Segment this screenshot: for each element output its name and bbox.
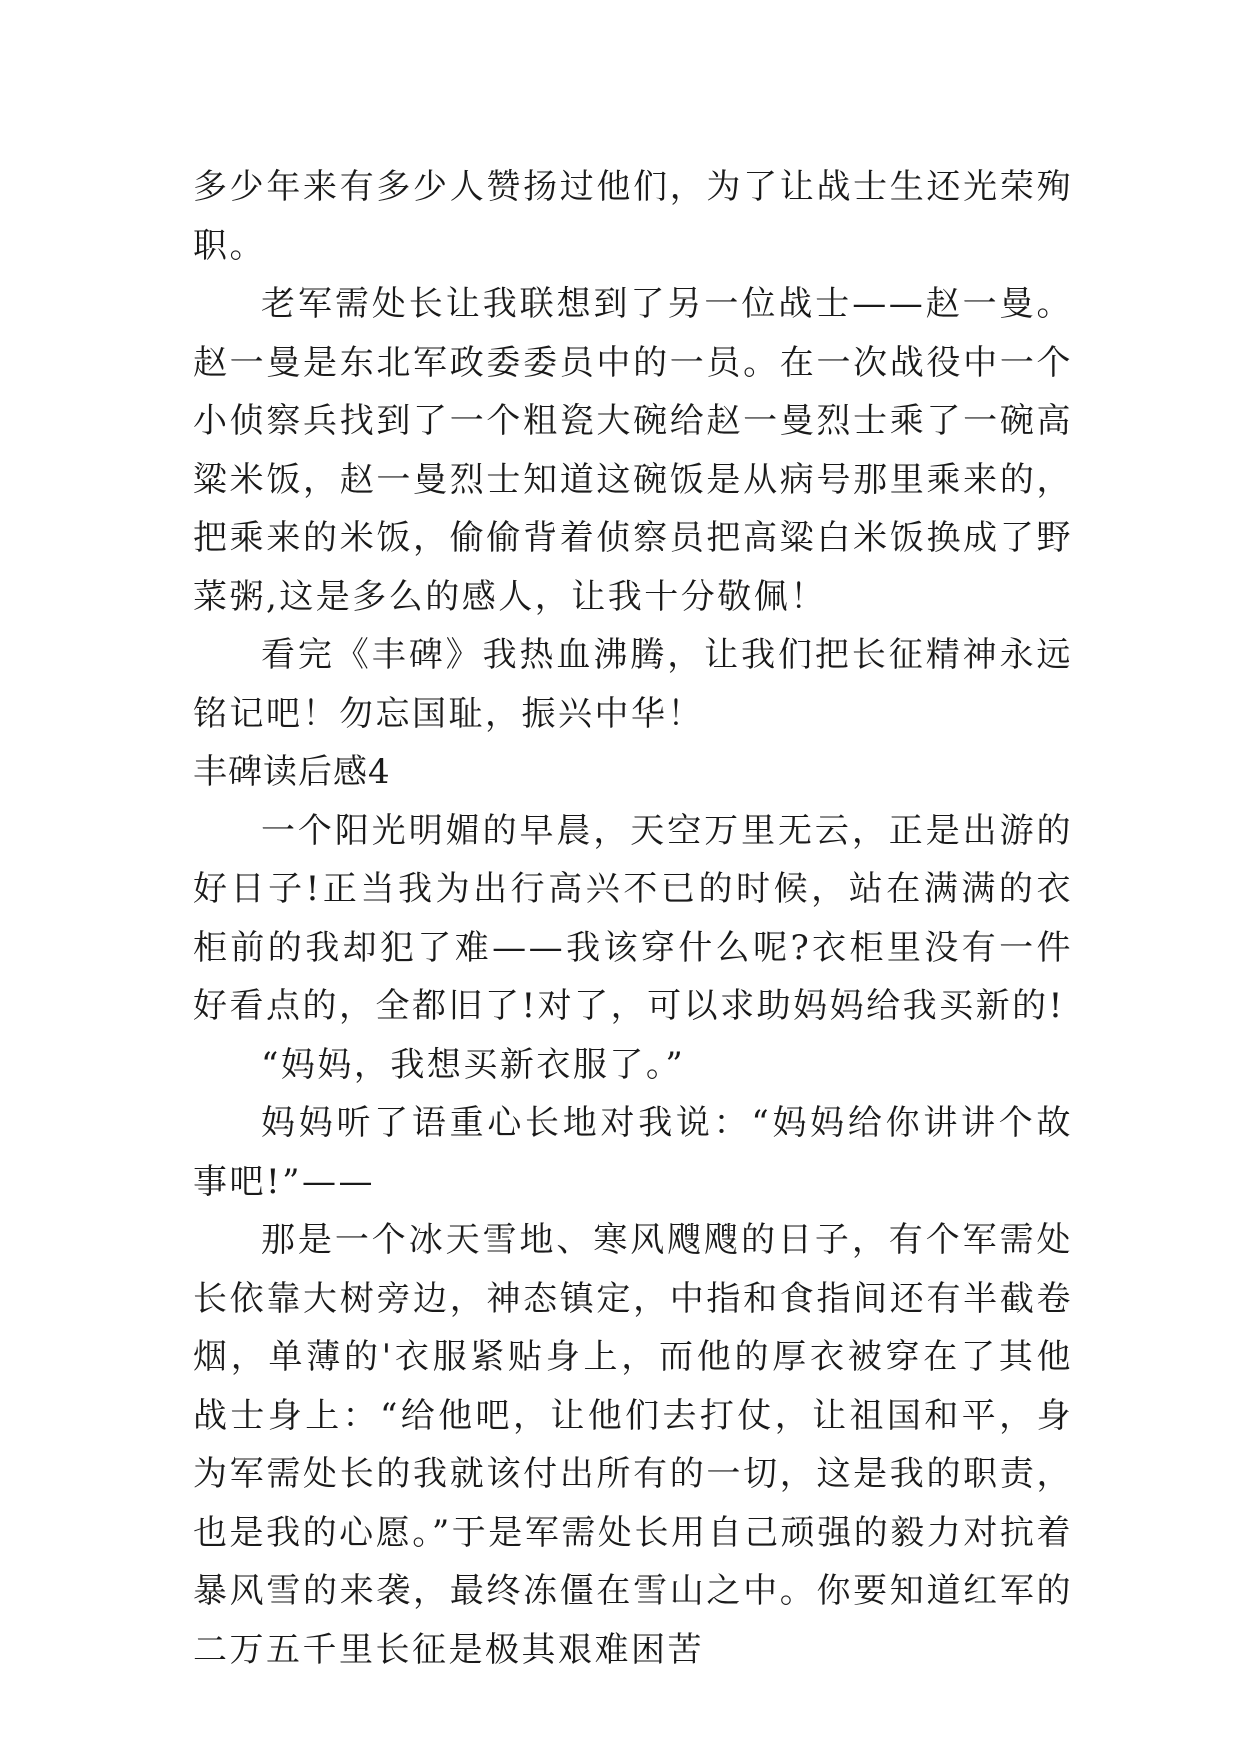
paragraph-morning: 一个阳光明媚的早晨，天空万里无云，正是出游的好日子!正当我为出行高兴不已的时候，站在满满的衣柜前的我却犯了难——我该穿什么呢?衣柜里没有一件好看点的，全都旧了!对了，可以求助妈妈给我买新的! <box>193 810 1073 1026</box>
paragraph-dialogue-child: “妈妈，我想买新衣服了。” <box>261 1044 686 1085</box>
body-text <box>193 158 1073 1679</box>
section-heading: 丰碑读后感4 <box>193 752 391 792</box>
paragraph-story: 那是一个冰天雪地、寒风飕飕的日子，有个军需处长依靠大树旁边，神态镇定，中指和食指间还有半截卷烟，单薄的'衣服紧贴身上，而他的厚衣被穿在了其他战士身上：“给他吧，让他们去打仗，让祖国和平，身为军需处长的我就该付出所有的一切，这是我的职责，也是我的心愿。”于是军需处长用自己顽强的毅力对抗着暴风雪的来袭，最终冻僵在雪山之中。你要知道红军的二万五千里长征是极其艰难困苦 <box>193 1220 1073 1670</box>
paragraph-conclusion: 看完《丰碑》我热血沸腾，让我们把长征精神永远铭记吧！勿忘国耻，振兴中华！ <box>193 635 1073 734</box>
paragraph-continuation: 多少年来有多少人赞扬过他们，为了让战士生还光荣殉职。 <box>193 167 1073 266</box>
paragraph-dialogue-mother: 妈妈听了语重心长地对我说：“妈妈给你讲讲个故事吧!”—— <box>193 1103 1073 1202</box>
paragraph-zhao-yiman: 老军需处长让我联想到了另一位战士——赵一曼。赵一曼是东北军政委委员中的一员。在一次战役中一个小侦察兵找到了一个粗瓷大碗给赵一曼烈士乘了一碗高粱米饭，赵一曼烈士知道这碗饭是从病号那里乘来的，把乘来的米饭，偷偷背着侦察员把高粱白米饭换成了野菜粥,这是多么的感人，让我十分敬佩！ <box>193 284 1073 617</box>
